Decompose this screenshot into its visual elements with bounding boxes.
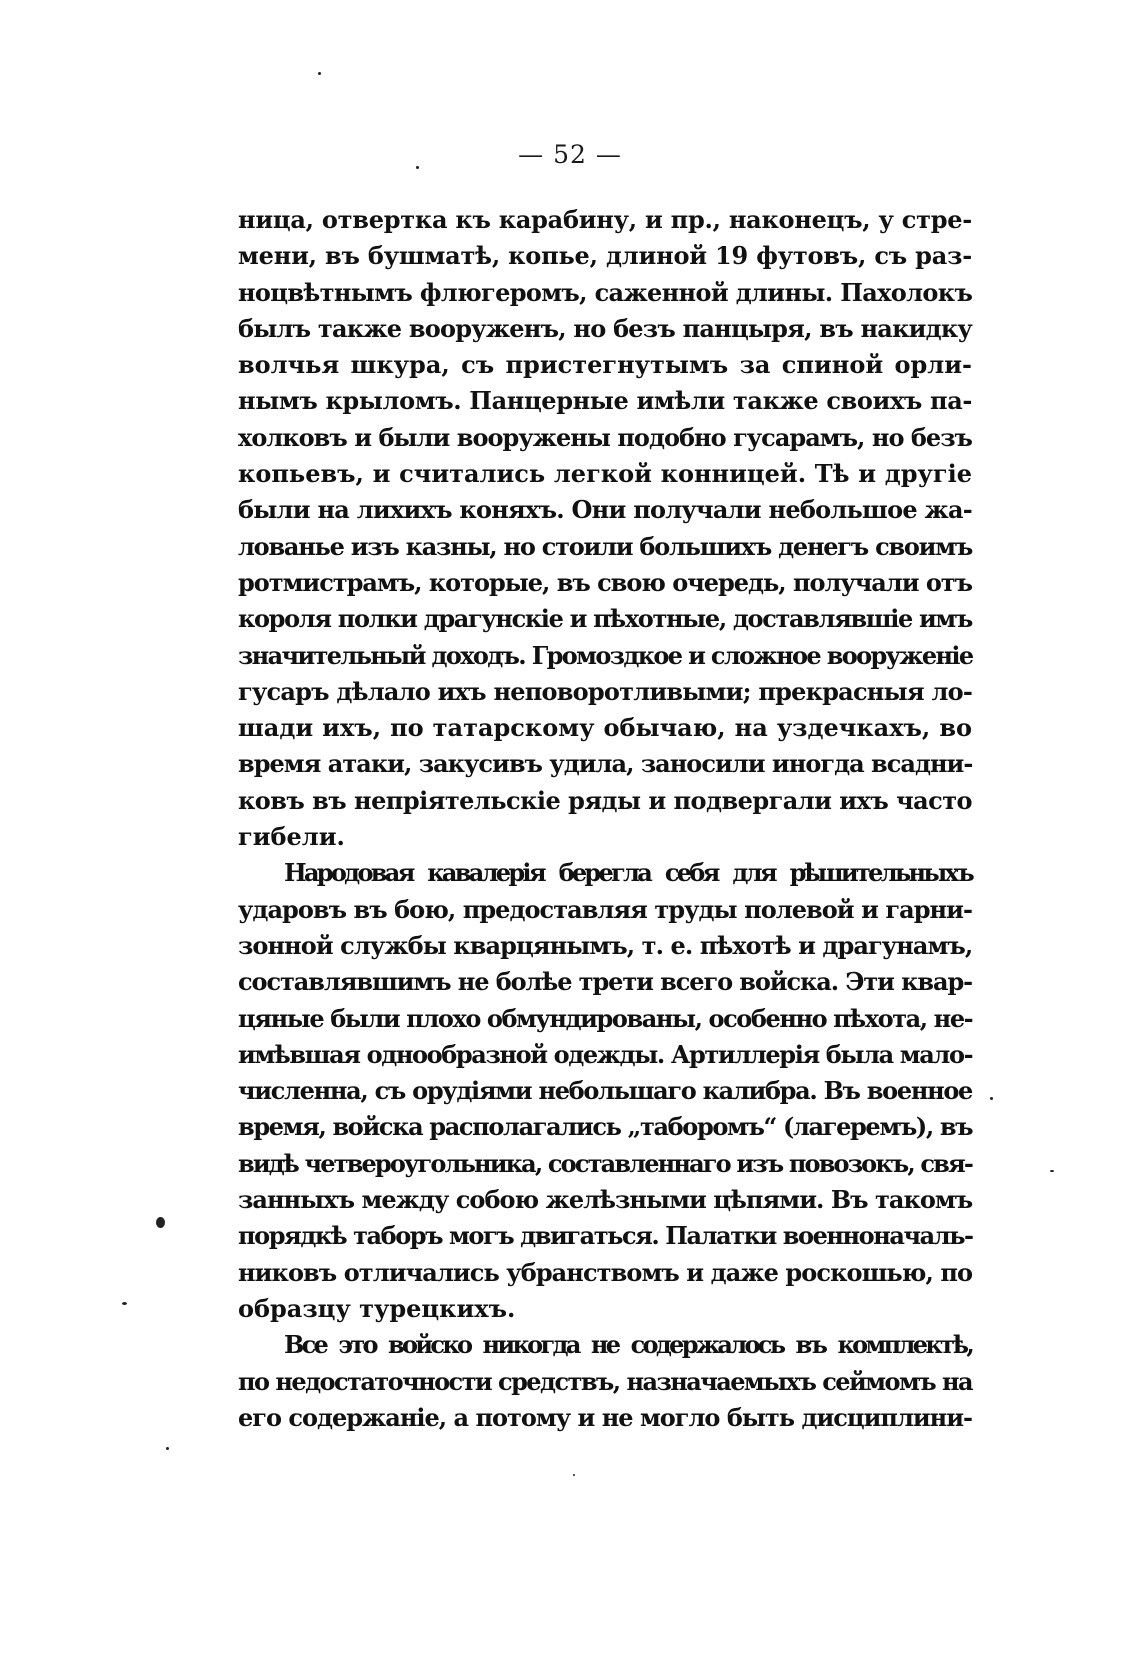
text-line: значительный доходъ. Громоздкое и сложное вооруженіе — [238, 640, 973, 670]
text-line: копьевъ, и считались легкой конницей. Тѣ и другіе — [238, 459, 972, 489]
text-line: ница, отвертка къ карабину, и пр., наконецъ, у стре- — [238, 205, 972, 234]
text-line: время, войска располагались „таборомъ“ (лагеремъ), въ — [238, 1112, 973, 1142]
text-line: гибели. — [238, 822, 345, 852]
text-line: гусаръ дѣлало ихъ неповоротливыми; прекрасныя ло- — [238, 676, 972, 706]
text-line: ноцвѣтнымъ флюгеромъ, саженной длины. Пахолокъ — [238, 277, 973, 307]
text-line: занныхъ между собою желѣзными цѣпями. Въ такомъ — [238, 1185, 973, 1215]
text-line: Все это войско никогда не содержалось въ комплектѣ, — [284, 1330, 972, 1360]
paragraph-3 — [238, 1327, 972, 1436]
text-line: ковъ въ непріятельскіе ряды и подвергали ихъ часто — [238, 785, 972, 815]
text-line: ударовъ въ бою, предоставляя труды полевой и гарни- — [238, 894, 972, 924]
text-line: лованье изъ казны, но стоили большихъ денегъ своимъ — [238, 531, 972, 561]
paragraph-1 — [238, 202, 972, 855]
text-line: короля полки драгунскіе и пѣхотные, доставлявшіе имъ — [238, 604, 972, 634]
text-line: имѣвшая однообразной одежды. Артиллерія была мало- — [238, 1039, 973, 1069]
paragraph-2 — [238, 855, 972, 1327]
scan-speck — [156, 1217, 165, 1228]
scan-speck — [1050, 1170, 1054, 1172]
text-line: былъ также вооруженъ, но безъ панцыря, въ накидку — [238, 313, 972, 343]
body-text — [238, 202, 972, 1436]
text-line: мени, въ бушматѣ, копье, длиной 19 футовъ, съ раз- — [238, 241, 972, 271]
text-line: его содержаніе, а потому и не могло быть дисциплини- — [238, 1402, 972, 1432]
text-line: видѣ четвероугольника, составленнаго изъ повозокъ, свя- — [238, 1148, 972, 1178]
scan-speck — [318, 72, 321, 75]
text-line: порядкѣ таборъ могъ двигаться. Палатки военноначаль- — [238, 1221, 973, 1251]
text-line: составлявшимъ не болѣе трети всего войска. Эти квар- — [238, 967, 973, 997]
scan-speck — [166, 1447, 169, 1450]
text-line: нымъ крыломъ. Панцерные имѣли также своихъ па- — [238, 386, 972, 416]
text-line: зонной службы кварцянымъ, т. е. пѣхотѣ и драгунамъ, — [238, 930, 973, 960]
text-line: образцу турецкихъ. — [238, 1293, 516, 1323]
scan-speck — [573, 1474, 575, 1476]
text-line: ротмистрамъ, которые, въ свою очередь, получали отъ — [238, 567, 973, 597]
scan-speck — [416, 166, 419, 169]
scan-speck — [122, 1302, 127, 1305]
text-line: были на лихихъ коняхъ. Они получали небольшое жа- — [238, 495, 972, 525]
page-number: — 52 — — [518, 140, 622, 169]
text-line: волчья шкура, съ пристегнутымъ за спиной орли- — [238, 350, 972, 380]
text-line: численна, съ орудіями небольшаго калибра. Въ военное — [238, 1076, 972, 1106]
text-line: Народовая кавалерія берегла себя для рѣшительныхъ — [284, 858, 972, 888]
text-line: цяные были плохо обмундированы, особенно пѣхота, не- — [238, 1003, 973, 1033]
text-line: холковъ и были вооружены подобно гусарамъ, но безъ — [238, 422, 972, 452]
text-line: никовъ отличались убранствомъ и даже роскошью, по — [238, 1257, 973, 1287]
text-line: время атаки, закусивъ удила, заносили иногда всадни- — [238, 749, 973, 779]
scan-speck — [990, 1097, 993, 1100]
text-line: шади ихъ, по татарскому обычаю, на уздечкахъ, во — [238, 713, 972, 743]
text-line: по недостаточности средствъ, назначаемыхъ сеймомъ на — [238, 1366, 972, 1396]
